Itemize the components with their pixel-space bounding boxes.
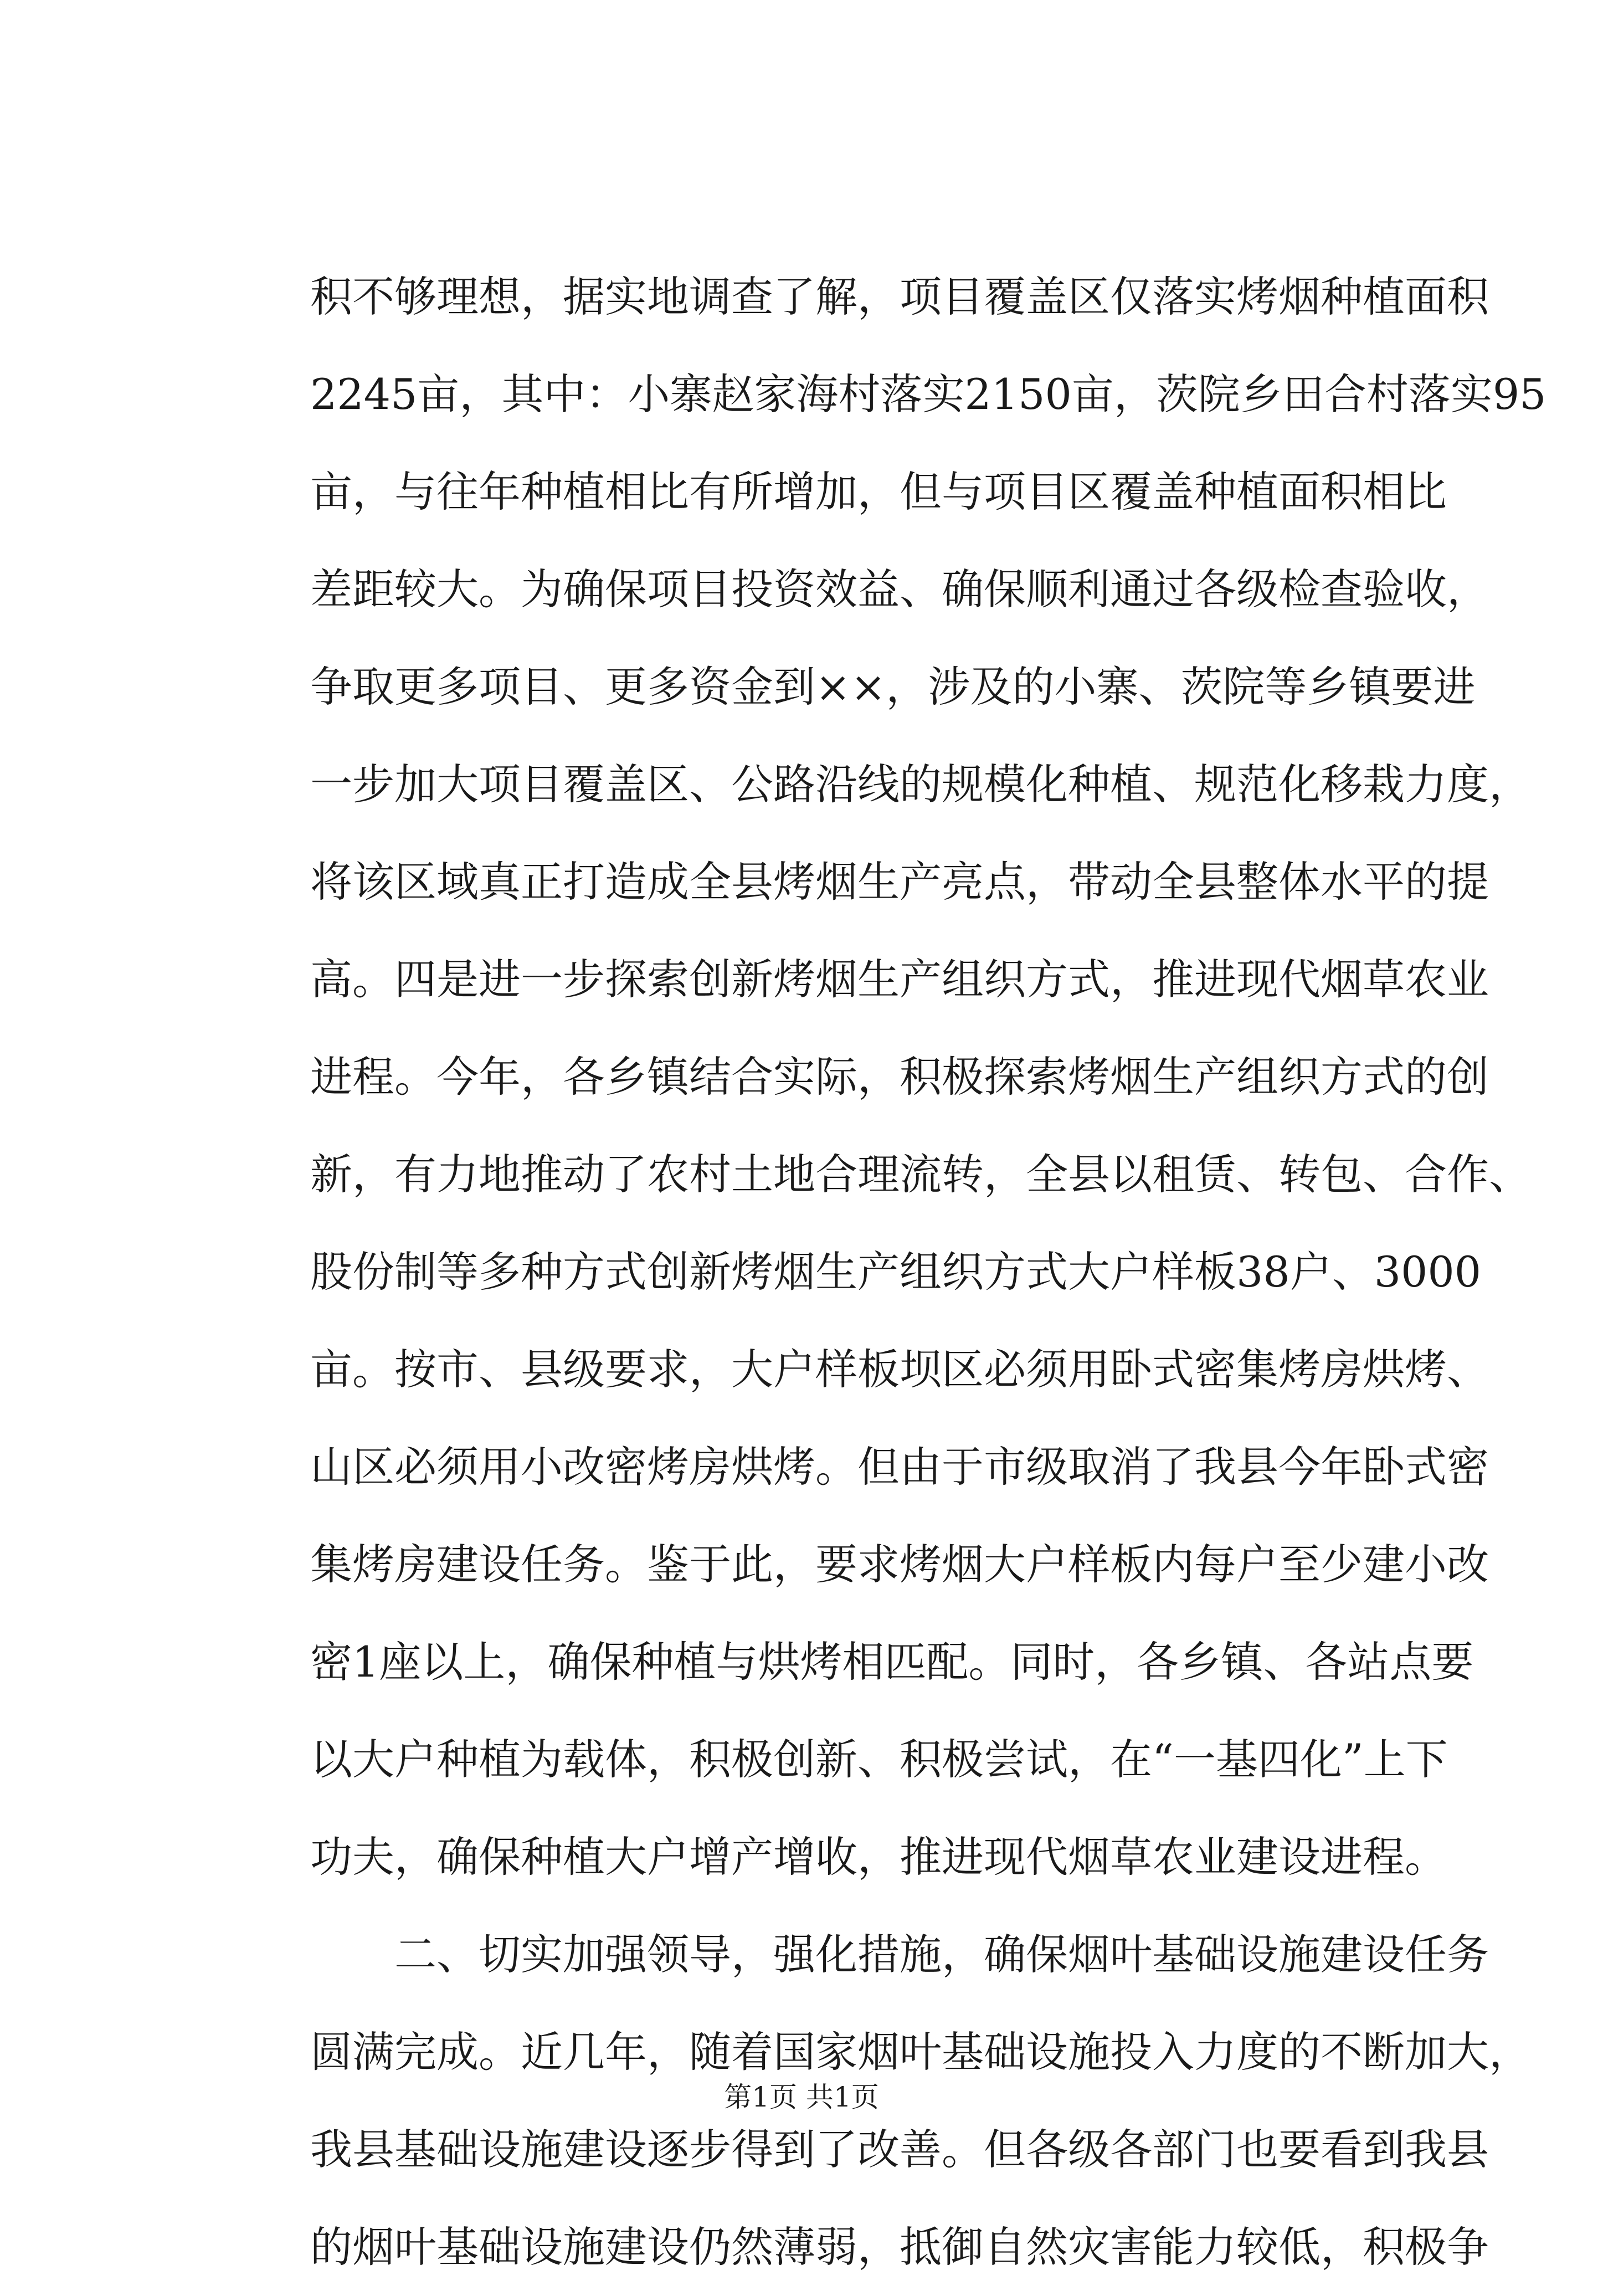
paragraph-heading-line: 二、切实加强领导，强化措施，确保烟叶基础设施建设任务 [394, 1930, 1489, 1979]
text-line: 集烤房建设任务。鉴于此，要求烤烟大户样板内每户至少建小改 [310, 1540, 1489, 1589]
text-line: 一步加大项目覆盖区、公路沿线的规模化种植、规范化移栽力度， [310, 760, 1531, 809]
text-line: 2245亩，其中：小寨赵家海村落实2150亩，茨院乡田合村落实95 [310, 370, 1547, 419]
text-line: 的烟叶基础设施建设仍然薄弱，抵御自然灾害能力较低，积极争 [310, 2222, 1489, 2272]
text-line: 新，有力地推动了农村土地合理流转，全县以租赁、转包、合作、 [310, 1150, 1531, 1199]
text-line: 山区必须用小改密烤房烘烤。但由于市级取消了我县今年卧式密 [310, 1442, 1489, 1492]
text-line: 差距较大。为确保项目投资效益、确保顺利通过各级检查验收， [310, 565, 1489, 614]
text-line: 争取更多项目、更多资金到××，涉及的小寨、茨院等乡镇要进 [310, 662, 1476, 711]
text-line: 我县基础设施建设逐步得到了改善。但各级各部门也要看到我县 [310, 2125, 1489, 2174]
text-line: 亩，与往年种植相比有所增加，但与项目区覆盖种植面积相比 [310, 467, 1447, 516]
text-line: 股份制等多种方式创新烤烟生产组织方式大户样板38户、3000 [310, 1247, 1482, 1296]
text-line: 亩。按市、县级要求，大户样板坝区必须用卧式密集烤房烘烤、 [310, 1345, 1489, 1394]
page-footer: 第1页 共1页 [724, 2081, 879, 2113]
text-line: 密1座以上，确保种植与烘烤相匹配。同时，各乡镇、各站点要 [310, 1637, 1474, 1687]
text-line: 圆满完成。近几年，随着国家烟叶基础设施投入力度的不断加大， [310, 2027, 1531, 2077]
text-line: 将该区域真正打造成全县烤烟生产亮点，带动全县整体水平的提 [310, 857, 1489, 906]
document-body [310, 248, 1547, 2296]
text-line: 功夫，确保种植大户增产增收，推进现代烟草农业建设进程。 [310, 1832, 1447, 1882]
text-line: 积不够理想，据实地调查了解，项目覆盖区仅落实烤烟种植面积 [310, 272, 1489, 321]
text-line: 进程。今年，各乡镇结合实际，积极探索烤烟生产组织方式的创 [310, 1052, 1489, 1101]
text-line: 以大户种植为载体，积极创新、积极尝试，在“一基四化”上下 [310, 1735, 1448, 1784]
text-line: 高。四是进一步探索创新烤烟生产组织方式，推进现代烟草农业 [310, 955, 1489, 1004]
